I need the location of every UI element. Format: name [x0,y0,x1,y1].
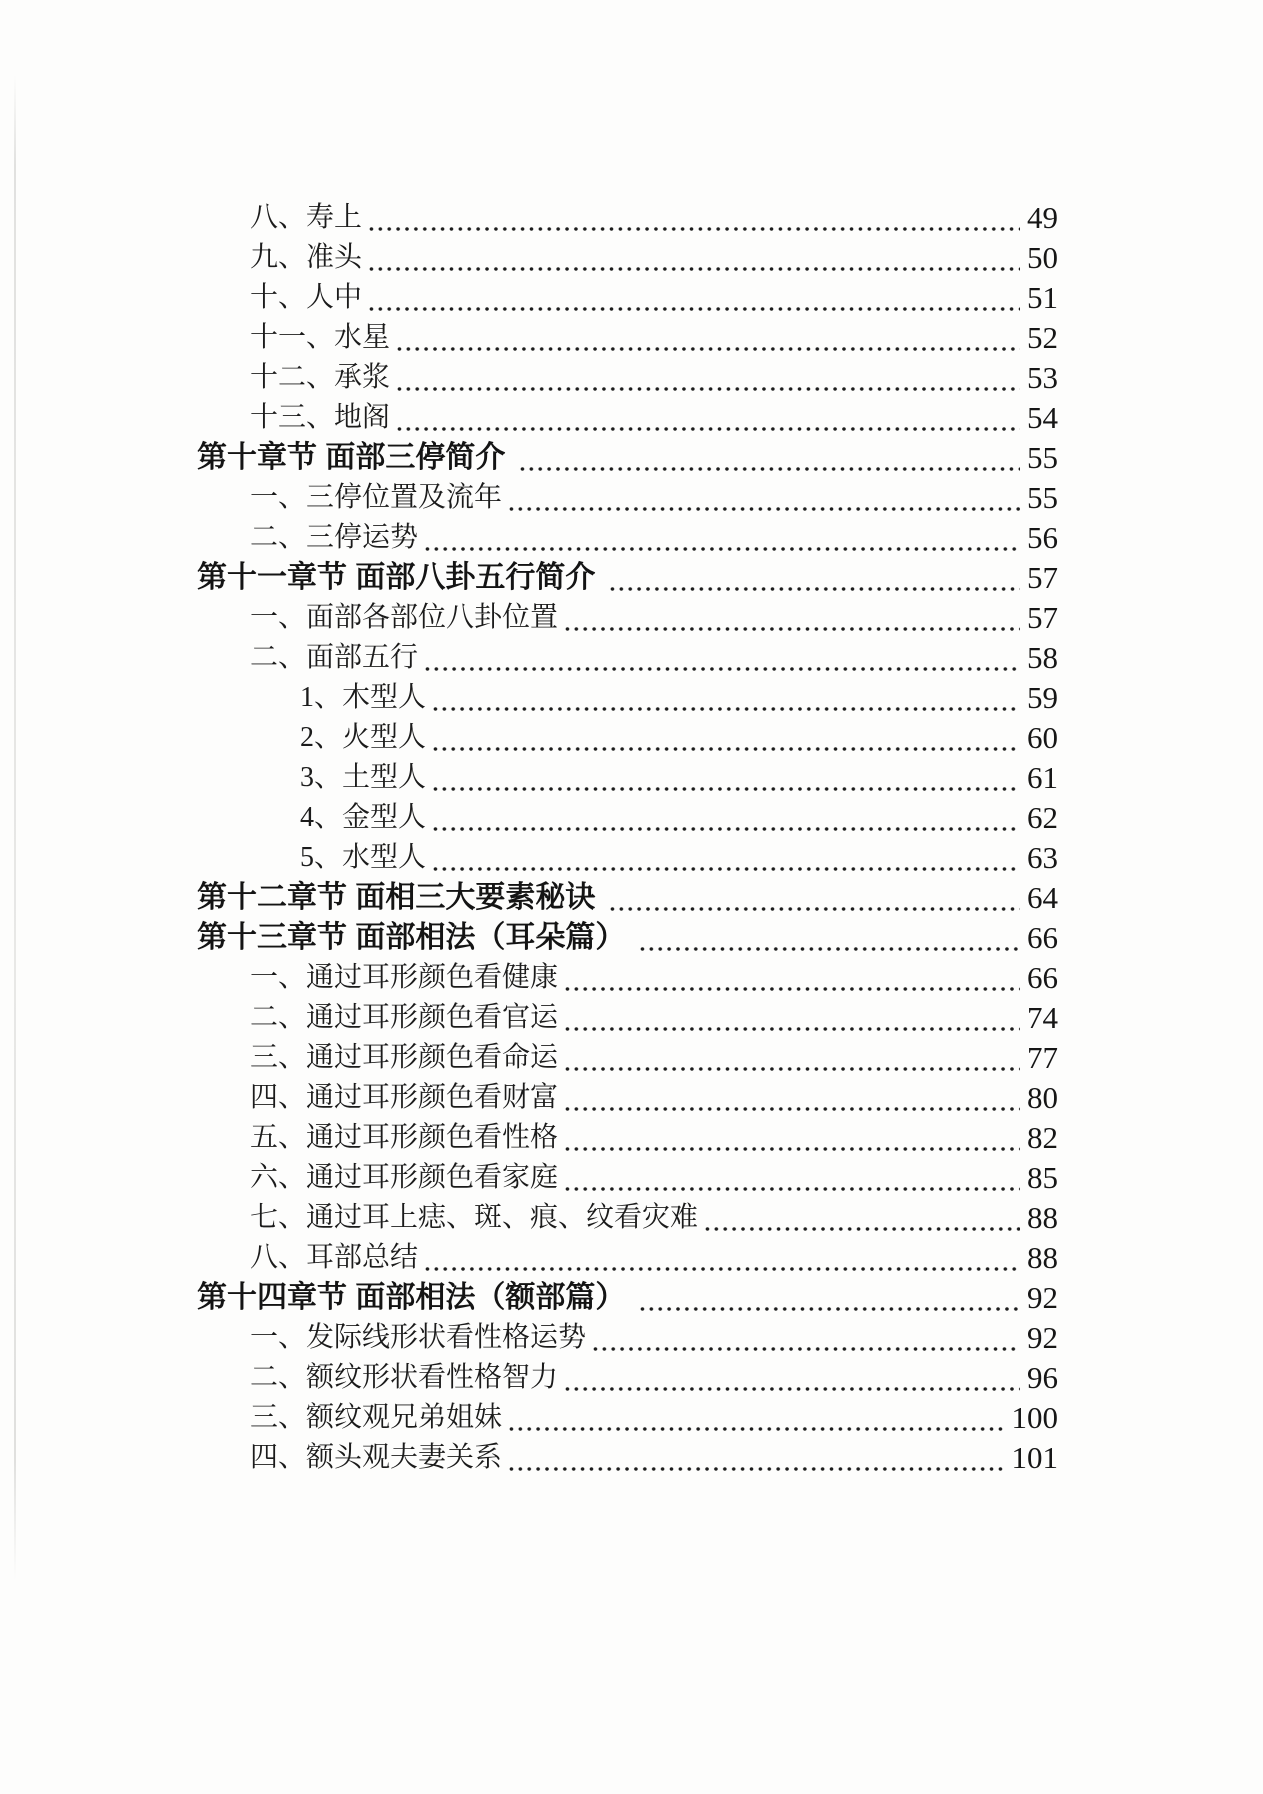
dot-leader [608,558,1020,598]
toc-entry-label: 三、通过耳形颜色看命运 [250,1042,559,1073]
toc-entry [250,1078,1058,1118]
dot-leader [518,438,1020,478]
toc-entry-page: 64 [1027,880,1058,915]
dot-leader [638,918,1020,958]
dot-leader [507,1398,1004,1438]
toc-entry-label: 五、通过耳形颜色看性格 [250,1122,559,1153]
toc-entry [250,598,1058,638]
dot-leader [563,998,1020,1038]
toc-entry-page: 101 [1011,1440,1058,1475]
toc-entry-page: 57 [1027,600,1058,635]
toc-list [0,198,1058,1478]
dot-leader [395,358,1020,398]
toc-entry-label: 六、通过耳形颜色看家庭 [250,1162,559,1193]
toc-entry-page: 63 [1027,840,1058,875]
toc-entry-label: 第十章节 面部三停简介 [197,441,506,474]
toc-entry [300,798,1058,838]
toc-entry-page: 92 [1027,1320,1058,1355]
toc-entry-label: 一、面部各部位八卦位置 [250,602,559,633]
dot-leader [563,598,1020,638]
dot-leader [423,1238,1020,1278]
toc-entry [250,958,1058,998]
toc-entry-label: 2、火型人 [300,722,427,753]
toc-entry-page: 59 [1027,680,1058,715]
toc-entry-page: 55 [1027,480,1058,515]
toc-entry-page: 51 [1027,280,1058,315]
dot-leader [367,278,1020,318]
toc-entry-page: 49 [1027,200,1058,235]
toc-entry-label: 十二、承浆 [250,362,391,393]
dot-leader [563,958,1020,998]
toc-entry-page: 100 [1011,1400,1058,1435]
dot-leader [591,1318,1020,1358]
dot-leader [608,878,1020,918]
toc-entry-page: 62 [1027,800,1058,835]
toc-entry-page: 96 [1027,1360,1058,1395]
toc-entry-label: 十三、地阁 [250,402,391,433]
toc-entry [250,1158,1058,1198]
toc-entry-page: 56 [1027,520,1058,555]
toc-entry-label: 八、寿上 [250,202,363,233]
toc-entry-page: 66 [1027,960,1058,995]
toc-entry-label: 四、通过耳形颜色看财富 [250,1082,559,1113]
dot-leader [395,318,1020,358]
toc-entry [250,998,1058,1038]
toc-entry-page: 61 [1027,760,1058,795]
dot-leader [431,678,1020,718]
dot-leader [423,518,1020,558]
toc-entry-page: 57 [1027,560,1058,595]
toc-entry-page: 53 [1027,360,1058,395]
dot-leader [367,198,1020,238]
toc-entry-label: 二、通过耳形颜色看官运 [250,1002,559,1033]
dot-leader [507,478,1020,518]
toc-entry-label: 十、人中 [250,282,363,313]
toc-entry-label: 九、准头 [250,242,363,273]
dot-leader [563,1118,1020,1158]
toc-entry-label: 七、通过耳上痣、斑、痕、纹看灾难 [250,1202,699,1233]
toc-entry [250,518,1058,558]
toc-entry-label: 十一、水星 [250,322,391,353]
toc-entry-label: 三、额纹观兄弟姐妹 [250,1402,503,1433]
toc-entry-page: 92 [1027,1280,1058,1315]
toc-entry-page: 54 [1027,400,1058,435]
toc-entry-page: 55 [1027,440,1058,475]
toc-entry-label: 二、额纹形状看性格智力 [250,1362,559,1393]
toc-entry [250,1358,1058,1398]
toc-entry-label: 一、发际线形状看性格运势 [250,1322,587,1353]
toc-entry-page: 74 [1027,1000,1058,1035]
dot-leader [638,1278,1020,1318]
dot-leader [431,798,1020,838]
toc-entry-page: 60 [1027,720,1058,755]
toc-entry [197,558,1058,598]
toc-entry-page: 66 [1027,920,1058,955]
toc-entry-label: 二、三停运势 [250,522,419,553]
toc-entry [250,478,1058,518]
toc-entry [250,358,1058,398]
dot-leader [563,1038,1020,1078]
toc-entry-label: 第十三章节 面部相法（耳朵篇） [197,921,626,954]
toc-entry [300,758,1058,798]
toc-entry-label: 第十二章节 面相三大要素秘诀 [197,881,596,914]
toc-entry [197,1278,1058,1318]
toc-entry-page: 88 [1027,1240,1058,1275]
dot-leader [367,238,1020,278]
toc-entry [250,1198,1058,1238]
toc-entry-label: 3、土型人 [300,762,427,793]
dot-leader [507,1438,1004,1478]
toc-entry-label: 二、面部五行 [250,642,419,673]
toc-entry [197,438,1058,478]
toc-entry-label: 一、通过耳形颜色看健康 [250,962,559,993]
toc-entry [250,318,1058,358]
toc-entry-page: 52 [1027,320,1058,355]
dot-leader [563,1358,1020,1398]
toc-entry-label: 八、耳部总结 [250,1242,419,1273]
toc-entry-label: 第十一章节 面部八卦五行简介 [197,561,596,594]
toc-entry [250,278,1058,318]
toc-entry-page: 50 [1027,240,1058,275]
toc-entry-label: 4、金型人 [300,802,427,833]
toc-entry-page: 88 [1027,1200,1058,1235]
dot-leader [431,838,1020,878]
toc-entry [250,638,1058,678]
dot-leader [431,718,1020,758]
toc-entry-label: 四、额头观夫妻关系 [250,1442,503,1473]
toc-entry [197,918,1058,958]
toc-entry [250,1118,1058,1158]
dot-leader [563,1158,1020,1198]
toc-entry-page: 85 [1027,1160,1058,1195]
toc-entry-label: 1、木型人 [300,682,427,713]
dot-leader [395,398,1020,438]
toc-entry [250,1438,1058,1478]
toc-entry [250,198,1058,238]
toc-entry [250,238,1058,278]
dot-leader [431,758,1020,798]
toc-entry [300,678,1058,718]
toc-entry [300,838,1058,878]
dot-leader [423,638,1020,678]
toc-entry [250,1318,1058,1358]
toc-entry-page: 77 [1027,1040,1058,1075]
toc-entry-label: 一、三停位置及流年 [250,482,503,513]
toc-entry-label: 第十四章节 面部相法（额部篇） [197,1281,626,1314]
toc-entry-label: 5、水型人 [300,842,427,873]
toc-entry [300,718,1058,758]
toc-entry-page: 80 [1027,1080,1058,1115]
dot-leader [703,1198,1020,1238]
toc-entry [197,878,1058,918]
toc-entry-page: 82 [1027,1120,1058,1155]
toc-entry-page: 58 [1027,640,1058,675]
toc-entry [250,1398,1058,1438]
dot-leader [563,1078,1020,1118]
toc-entry [250,398,1058,438]
toc-entry [250,1038,1058,1078]
toc-entry [250,1238,1058,1278]
